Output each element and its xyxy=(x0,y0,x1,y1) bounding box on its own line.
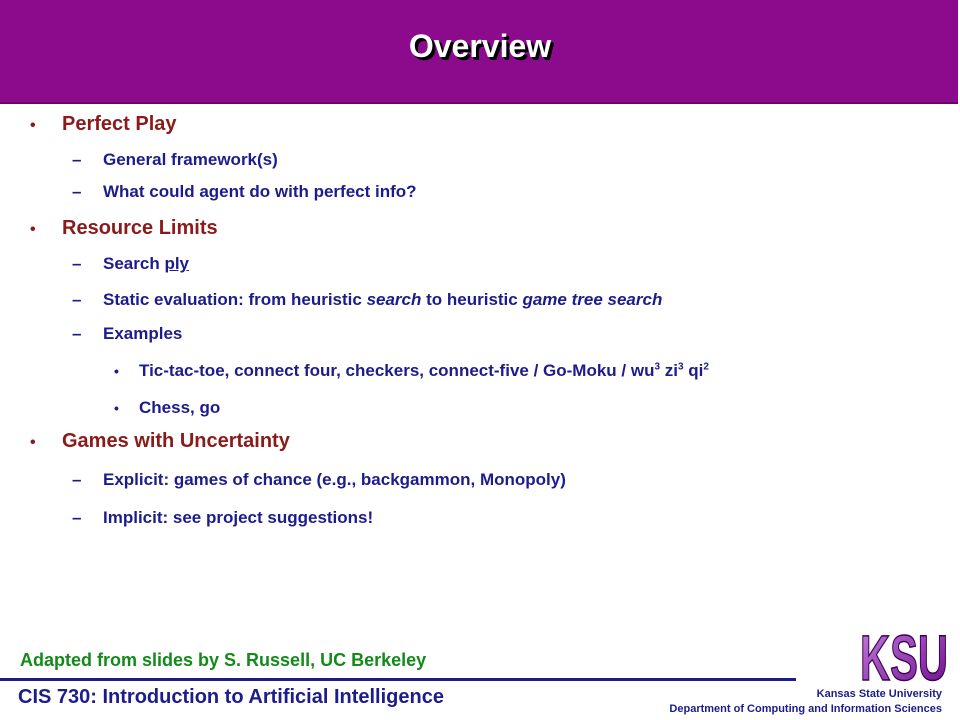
item-text: What could agent do with perfect info? xyxy=(103,182,417,201)
course-title: CIS 730: Introduction to Artificial Intelligence xyxy=(18,686,444,708)
subitem-text xyxy=(139,361,709,381)
item-text-part: to heuristic xyxy=(421,290,523,309)
item-text-italic: search xyxy=(366,290,422,309)
item-general-framework xyxy=(72,150,278,170)
item-text-italic: game tree search xyxy=(522,290,663,309)
subitem-text-part: qi xyxy=(683,361,704,380)
item-text-part: Search xyxy=(103,254,165,273)
footer-divider xyxy=(0,678,796,681)
dash-icon: – xyxy=(72,182,82,201)
item-text: Explicit: games of chance (e.g., backgammon, Monopoly) xyxy=(103,470,566,489)
dash-icon: – xyxy=(72,290,82,309)
dash-icon: – xyxy=(72,324,82,343)
heading-perfect-play: Perfect Play xyxy=(62,113,177,135)
bullet-dot-icon: • xyxy=(114,400,119,416)
heading-resource-limits: Resource Limits xyxy=(62,217,218,239)
dash-icon: – xyxy=(72,254,82,273)
item-static-evaluation xyxy=(72,290,662,310)
item-text: General framework(s) xyxy=(103,150,278,169)
item-implicit xyxy=(72,508,373,528)
bullet-dot-icon: • xyxy=(30,221,36,238)
bullet-dot-icon: • xyxy=(30,434,36,451)
superscript: 2 xyxy=(703,361,709,373)
ksu-logo-text: KSU xyxy=(860,622,948,690)
subitem-text-part: Tic-tac-toe, connect four, checkers, connect-five / Go-Moku / wu xyxy=(139,361,655,380)
item-perfect-info xyxy=(72,182,417,202)
bullet-dot-icon: • xyxy=(30,117,36,134)
subitem-chess-go xyxy=(114,398,220,418)
subitem-text: Chess, go xyxy=(139,398,221,417)
item-text xyxy=(103,254,189,274)
dash-icon: – xyxy=(72,470,82,489)
item-explicit xyxy=(72,470,566,490)
bullet-dot-icon: • xyxy=(114,363,119,379)
subitem-text-part: zi xyxy=(660,361,678,380)
ply-link: ply xyxy=(164,254,189,273)
bullet-perfect-play xyxy=(30,113,177,136)
university-name: Kansas State University xyxy=(816,688,942,700)
bullet-games-uncertainty xyxy=(30,430,290,453)
adapted-credit: Adapted from slides by S. Russell, UC Berkeley xyxy=(20,650,427,670)
item-examples xyxy=(72,324,182,344)
ksu-logo xyxy=(858,618,950,690)
item-text xyxy=(103,290,662,310)
dash-icon: – xyxy=(72,508,82,527)
bullet-resource-limits xyxy=(30,217,218,240)
item-text: Examples xyxy=(103,324,183,343)
item-search-ply xyxy=(72,254,189,274)
superscript: 3 xyxy=(677,361,684,373)
subitem-games-list xyxy=(114,361,709,381)
slide-title: Overview xyxy=(408,28,552,64)
superscript: 3 xyxy=(654,361,661,373)
dash-icon: – xyxy=(72,150,82,169)
item-text-part: Static evaluation: from heuristic xyxy=(103,290,367,309)
item-text: Implicit: see project suggestions! xyxy=(103,508,374,527)
department-name: Department of Computing and Information Sciences xyxy=(669,703,942,715)
heading-games-uncertainty: Games with Uncertainty xyxy=(62,430,290,452)
